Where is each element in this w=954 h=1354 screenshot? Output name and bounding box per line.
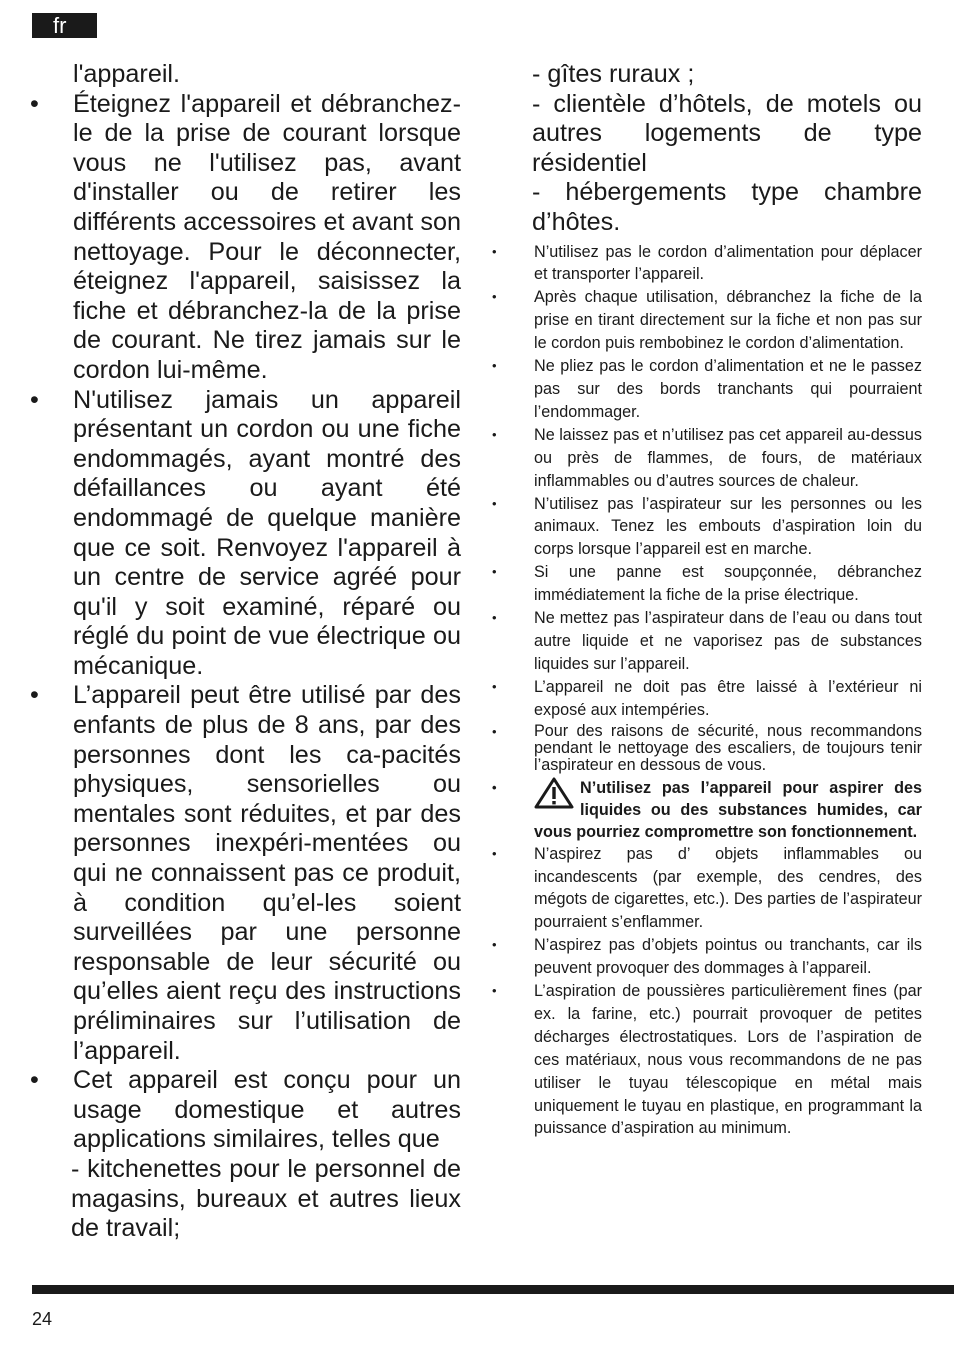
left-column: [30, 60, 461, 1244]
safety-bullet: • Ne mettez pas l’aspirateur dans de l’eau ou dans tout autre liquide et ne vaporisez pas de substances liquides sur l’appareil.: [489, 607, 922, 676]
safety-list: [489, 241, 922, 1141]
safety-bullet: • N’utilisez pas le cordon d’alimentation pour déplacer et transporter l’appareil.: [489, 241, 922, 287]
safety-bullet: • Cet appareil est conçu pour un usage domestique et autres applications similaires, telles que: [30, 1066, 461, 1155]
usage-sub-item: - kitchenettes pour le personnel de magasins, bureaux et autres lieux de travail;: [71, 1154, 461, 1243]
warning-text: N’utilisez pas l’appareil pour aspirer des liquides ou des substances humides, car vous pourriez compromettre son fonctionnement.: [534, 778, 922, 841]
warning-triangle-icon: [534, 777, 574, 809]
safety-bullet: • N’utilisez pas l’aspirateur sur les personnes ou les animaux. Tenez les embouts d’aspiration loin du corps lorsque l’appareil est en marche.: [489, 493, 922, 562]
language-badge: fr: [32, 13, 97, 38]
safety-bullet: • L’appareil ne doit pas être laissé à l’extérieur ni exposé aux intempéries.: [489, 676, 922, 722]
safety-bullet: • Éteignez l'appareil et débranchez-le de la prise de courant lorsque vous ne l'utilisez pas, avant d'installer ou de retirer les différents accessoires et avant son nettoyage. Pour le déconnecter, éteignez l'appareil, saisissez la fiche et débranchez-la de la prise de courant. Ne tirez jamais sur le cordon lui-même.: [30, 90, 461, 386]
safety-bullet: • L’appareil peut être utilisé par des enfants de plus de 8 ans, par des personnes dont les ca-pacités physiques, sensorielles ou mentales sont réduites, et par des personnes inexpéri-mentées ou qui ne connaissent pas ce produit, à condition qu’el-les soient surveillées par une personne responsable de leur sécurité ou qu’elles aient reçu des instructions préliminaires sur l’utilisation de l’appareil.: [30, 681, 461, 1066]
safety-bullet: • Si une panne est soupçonnée, débranchez immédiatement la fiche de la prise électrique.: [489, 561, 922, 607]
safety-bullet: • L’aspiration de poussières particulièrement fines (par ex. la farine, etc.) pourrait provoquer de petites décharges électrostatiques. Lors de l’aspiration de ces matériaux, nous vous recommandons de ne pas utiliser le tuyau télescopique en métal mais uniquement le tuyau en plastique, en programmant la puissance d’aspiration au minimum.: [489, 980, 922, 1140]
footer-rule: [32, 1285, 954, 1294]
safety-bullet: • N’aspirez pas d’ objets inflammables ou incandescents (par exemple, des cendres, des mégots de cigarettes, etc.). Des parties de l’aspirateur pourraient s’enflammer.: [489, 843, 922, 935]
continued-text: l'appareil.: [73, 60, 181, 88]
safety-bullet: • N’aspirez pas d’objets pointus ou tranchants, car ils peuvent provoquer des dommages à l’appareil.: [489, 934, 922, 980]
page-number: 24: [32, 1309, 53, 1329]
usage-sub-item: - clientèle d’hôtels, de motels ou autres logements de type résidentiel: [532, 89, 922, 177]
safety-bullet: • Ne laissez pas et n’utilisez pas cet appareil au-dessus ou près de flammes, de fours, de matériaux inflammables ou d’autres sources de chaleur.: [489, 424, 922, 493]
safety-bullet: • Pour des raisons de sécurité, nous recommandons pendant le nettoyage des escaliers, de toujours tenir l’aspirateur en dessous de vous.: [489, 723, 922, 774]
safety-bullet: • Ne pliez pas le cordon d’alimentation et ne le passez pas sur des bords tranchants qui pourraient l’endommager.: [489, 355, 922, 424]
usage-sub-item: - gîtes ruraux ;: [532, 60, 695, 88]
warning-bullet: [489, 777, 922, 843]
right-column: [489, 60, 922, 1140]
usage-sub-item: - hébergements type chambre d’hôtes.: [532, 178, 922, 236]
safety-bullet: • Après chaque utilisation, débranchez la fiche de la prise en tirant directement sur la fiche et non pas sur le cordon puis rembobinez le cordon d’alimentation.: [489, 286, 922, 355]
usage-sub-list: [489, 60, 922, 238]
safety-bullet: • N'utilisez jamais un appareil présentant un cordon ou une fiche endommagés, ayant montré des défaillances ou ayant été endommagé de quelque manière que ce soit. Renvoyez l'appareil à un centre de service agréé pour qu'il y soit examiné, réparé ou réglé du point de vue électrique ou mécanique.: [30, 386, 461, 682]
